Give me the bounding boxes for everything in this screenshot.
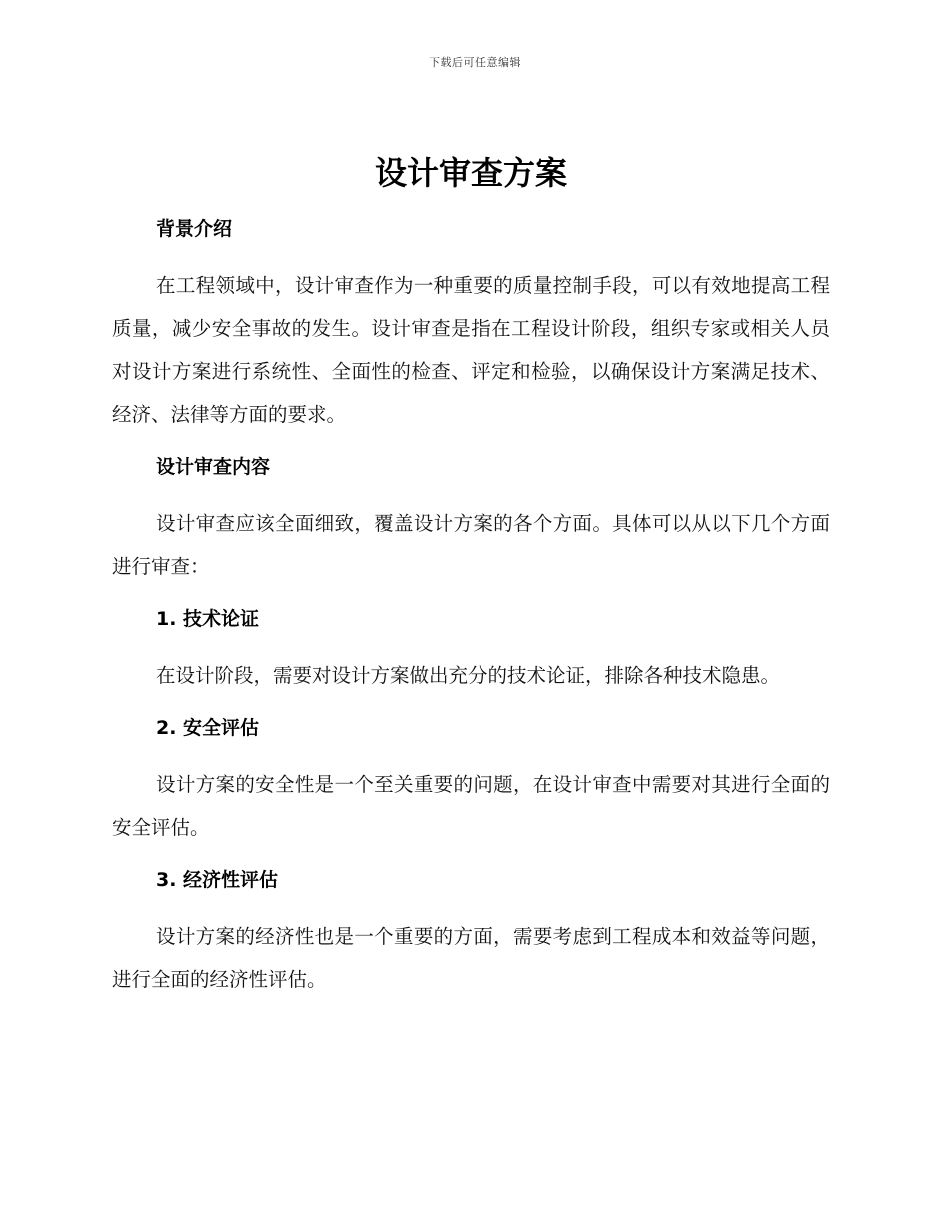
item-paragraph-economic: 设计方案的经济性也是一个重要的方面，需要考虑到工程成本和效益等问题，进行全面的经济性评估。 [112, 925, 830, 991]
document-title: 设计审查方案 [374, 154, 567, 192]
item-paragraph-technical: 在设计阶段，需要对设计方案做出充分的技术论证，排除各种技术隐患。 [156, 664, 781, 687]
section-heading-review-content: 设计审查内容 [156, 456, 271, 478]
item-heading-technical: 1. 技术论证 [156, 608, 260, 630]
paragraph-background: 在工程领域中，设计审查作为一种重要的质量控制手段，可以有效地提高工程质量，减少安全事故的发生。设计审查是指在工程设计阶段，组织专家或相关人员对设计方案进行系统性、全面性的检查、评定和检验，以确保设计方案满足技术、经济、法律等方面的要求。 [112, 274, 830, 426]
item-paragraph-safety: 设计方案的安全性是一个至关重要的问题，在设计审查中需要对其进行全面的安全评估。 [112, 773, 830, 839]
item-heading-economic: 3. 经济性评估 [156, 869, 279, 891]
header-note: 下载后可任意编辑 [429, 56, 521, 69]
paragraph-review-content: 设计审查应该全面细致，覆盖设计方案的各个方面。具体可以从以下几个方面进行审查： [112, 512, 830, 578]
item-heading-safety: 2. 安全评估 [156, 717, 260, 739]
document-body [112, 148, 830, 1001]
section-heading-background: 背景介绍 [156, 218, 233, 240]
